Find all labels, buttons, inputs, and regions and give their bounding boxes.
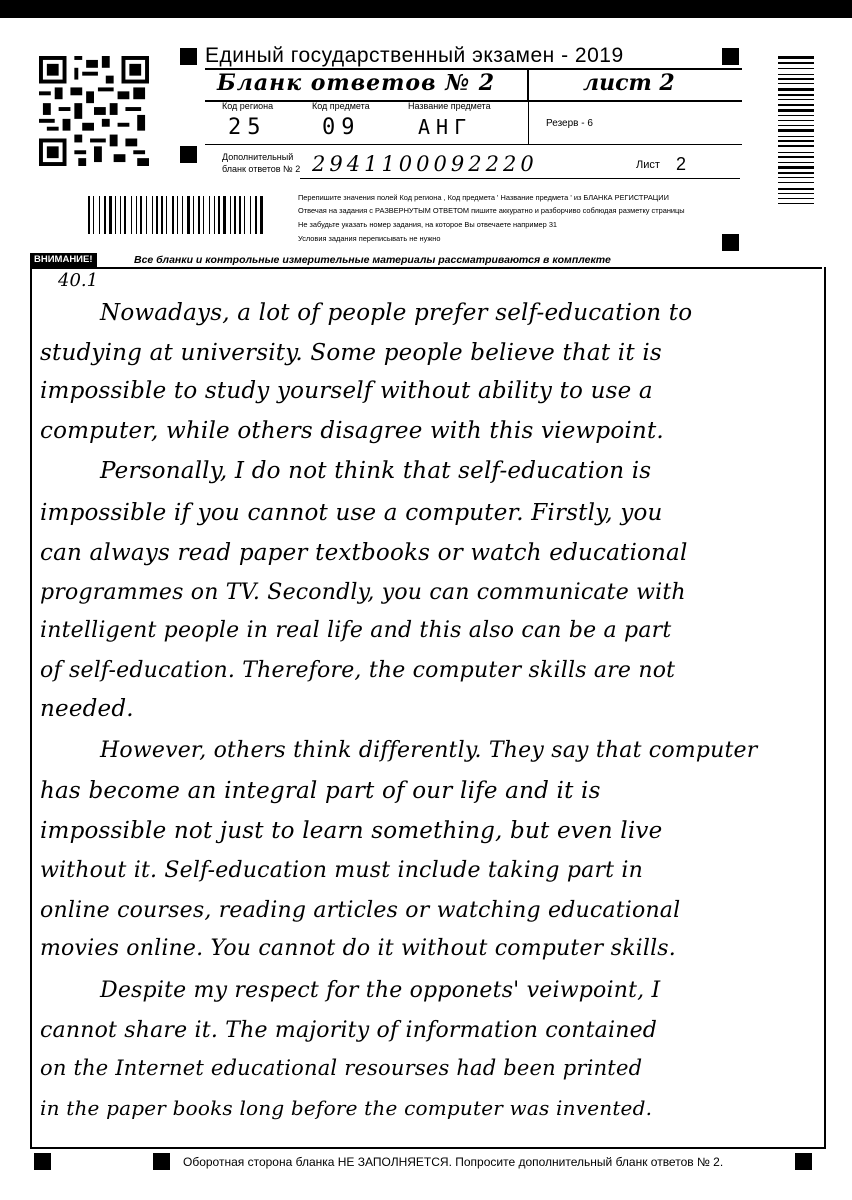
answer-line: in the paper books long before the computer was invented. bbox=[40, 1096, 653, 1120]
answer-line: impossible to study yourself without ability to use a bbox=[40, 378, 653, 404]
instruction-line: Условия задания переписывать не нужно bbox=[298, 234, 441, 243]
extra-form-number: 2941100092220 bbox=[312, 152, 538, 176]
exam-title: Единый государственный экзамен - 2019 bbox=[205, 44, 624, 67]
footer-note: Оборотная сторона бланка НЕ ЗАПОЛНЯЕТСЯ. Попросите дополнительный бланк ответов № 2. bbox=[183, 1155, 724, 1169]
barcode-vertical bbox=[778, 56, 814, 208]
subject-code-label: Код предмета bbox=[312, 101, 370, 111]
answer-line: without it. Self-education must include taking part in bbox=[40, 858, 644, 883]
reserve-field: Резерв - 6 bbox=[546, 118, 593, 129]
qr-code bbox=[38, 56, 150, 166]
form-title-bar bbox=[205, 68, 742, 102]
answer-line: on the Internet educational resourses had been printed bbox=[40, 1056, 643, 1080]
answer-line: studying at university. Some people believe that it is bbox=[40, 340, 662, 366]
registration-marker bbox=[722, 48, 739, 65]
subject-name: АНГ bbox=[418, 115, 473, 139]
divider bbox=[527, 70, 529, 100]
answer-line: cannot share it. The majority of information contained bbox=[40, 1018, 658, 1043]
answer-line: online courses, reading articles or watching educational bbox=[40, 898, 681, 923]
answer-line: intelligent people in real life and this also can be a part bbox=[40, 618, 672, 643]
warning-badge: ВНИМАНИЕ! bbox=[30, 253, 97, 267]
form-name: Бланк ответов № 2 bbox=[217, 70, 496, 96]
registration-marker bbox=[180, 48, 197, 65]
divider bbox=[205, 144, 742, 145]
answer-line: has become an integral part of our life and it is bbox=[40, 778, 601, 804]
divider bbox=[300, 178, 740, 179]
registration-marker bbox=[180, 146, 197, 163]
sheet-small-label: Лист bbox=[636, 159, 660, 171]
registration-marker bbox=[34, 1153, 51, 1170]
instruction-line: Не забудьте указать номер задания, на которое Вы отвечаете например 31 bbox=[298, 220, 558, 229]
region-code: 25 bbox=[228, 115, 267, 140]
answer-line: of self-education. Therefore, the computer skills are not bbox=[40, 658, 676, 683]
subject-code: 09 bbox=[322, 115, 361, 140]
answer-line: Personally, I do not think that self-education is bbox=[100, 458, 652, 484]
sheet-label: лист 2 bbox=[583, 70, 675, 96]
barcode bbox=[88, 196, 268, 234]
answer-line: needed. bbox=[40, 696, 134, 722]
subject-name-label: Название предмета bbox=[408, 101, 491, 111]
extra-form-label: Дополнительный bbox=[222, 152, 294, 162]
answer-line: Nowadays, a lot of people prefer self-education to bbox=[100, 300, 693, 326]
task-number: 40.1 bbox=[58, 270, 99, 291]
registration-marker bbox=[722, 234, 739, 251]
registration-marker bbox=[153, 1153, 170, 1170]
region-code-label: Код региона bbox=[222, 101, 274, 111]
divider bbox=[528, 100, 529, 144]
registration-marker bbox=[795, 1153, 812, 1170]
warning-text: Все бланки и контрольные измерительные материалы рассматриваются в комплекте bbox=[134, 254, 611, 266]
top-border bbox=[0, 0, 852, 18]
answer-line: programmes on TV. Secondly, you can communicate with bbox=[40, 580, 686, 605]
answer-line: However, others think differently. They say that computer bbox=[100, 738, 758, 763]
extra-form-label: бланк ответов № 2 bbox=[222, 164, 301, 174]
answer-line: impossible not just to learn something, but even live bbox=[40, 818, 663, 844]
answer-line: Despite my respect for the opponets' veiwpoint, I bbox=[100, 978, 661, 1003]
sheet-small-value: 2 bbox=[676, 154, 687, 174]
answer-line: computer, while others disagree with this viewpoint. bbox=[40, 418, 664, 444]
answer-line: movies online. You cannot do it without computer skills. bbox=[40, 936, 676, 961]
answer-line: can always read paper textbooks or watch educational bbox=[40, 540, 688, 566]
instruction-line: Отвечая на задания с РАЗВЕРНУТЫМ ОТВЕТОМ пишите аккуратно и разборчиво соблюдая разметку страницы bbox=[298, 206, 685, 215]
answer-line: impossible if you cannot use a computer. Firstly, you bbox=[40, 500, 663, 526]
instruction-line: Перепишите значения полей Код региона , Код предмета ' Название предмета ' из БЛАНКА РЕГИСТРАЦИИ bbox=[298, 193, 669, 202]
